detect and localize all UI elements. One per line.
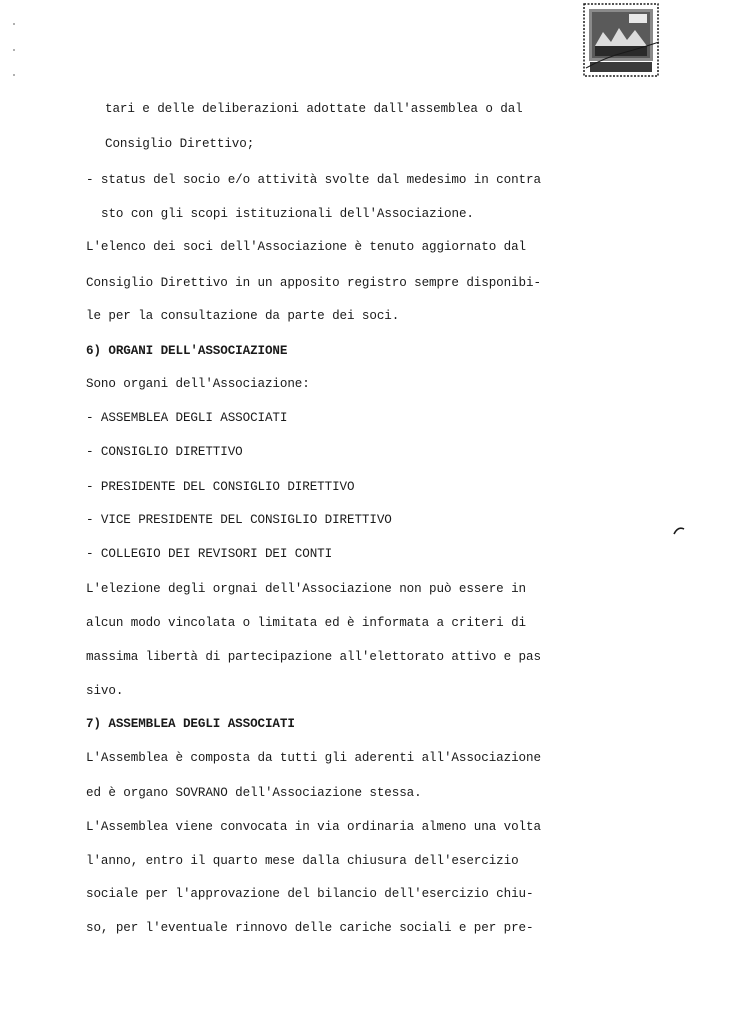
text-line: L'elenco dei soci dell'Associazione è tenuto aggiornato dal — [86, 240, 526, 254]
text-line: sociale per l'approvazione del bilancio dell'esercizio chiu- — [86, 887, 534, 901]
text-line: L'Assemblea viene convocata in via ordinaria almeno una volta — [86, 820, 541, 834]
text-line: L'Assemblea è composta da tutti gli aderenti all'Associazione — [86, 751, 541, 765]
section-heading: 7) ASSEMBLEA DEGLI ASSOCIATI — [86, 717, 295, 731]
text-line: le per la consultazione da parte dei soci. — [86, 309, 400, 323]
section-heading: 6) ORGANI DELL'ASSOCIAZIONE — [86, 344, 288, 358]
text-line: l'anno, entro il quarto mese dalla chiusura dell'esercizio — [86, 854, 519, 868]
text-line: massima libertà di partecipazione all'elettorato attivo e pas — [86, 650, 541, 664]
list-item: - COLLEGIO DEI REVISORI DEI CONTI — [86, 547, 333, 561]
revenue-stamp — [581, 2, 661, 80]
text-line: L'elezione degli orgnai dell'Associazione non può essere in — [86, 582, 526, 596]
text-line: tari e delle deliberazioni adottate dall'assemblea o dal — [105, 102, 523, 116]
list-item: - PRESIDENTE DEL CONSIGLIO DIRETTIVO — [86, 480, 355, 494]
list-item: - status del socio e/o attività svolte dal medesimo in contra — [86, 173, 541, 187]
text-line: Consiglio Direttivo in un apposito registro sempre disponibi- — [86, 276, 541, 290]
text-line: sto con gli scopi istituzionali dell'Associazione. — [101, 207, 474, 221]
margin-mark — [672, 524, 686, 536]
text-line: alcun modo vincolata o limitata ed è informata a criteri di — [86, 616, 526, 630]
list-item: - VICE PRESIDENTE DEL CONSIGLIO DIRETTIVO — [86, 513, 392, 527]
margin-mark — [10, 20, 18, 80]
list-item: - CONSIGLIO DIRETTIVO — [86, 445, 243, 459]
list-item: - ASSEMBLEA DEGLI ASSOCIATI — [86, 411, 288, 425]
text-line: sivo. — [86, 684, 124, 698]
text-line: Sono organi dell'Associazione: — [86, 377, 310, 391]
text-line: Consiglio Direttivo; — [105, 137, 255, 151]
text-line: ed è organo SOVRANO dell'Associazione stessa. — [86, 786, 422, 800]
text-line: so, per l'eventuale rinnovo delle cariche sociali e per pre- — [86, 921, 534, 935]
